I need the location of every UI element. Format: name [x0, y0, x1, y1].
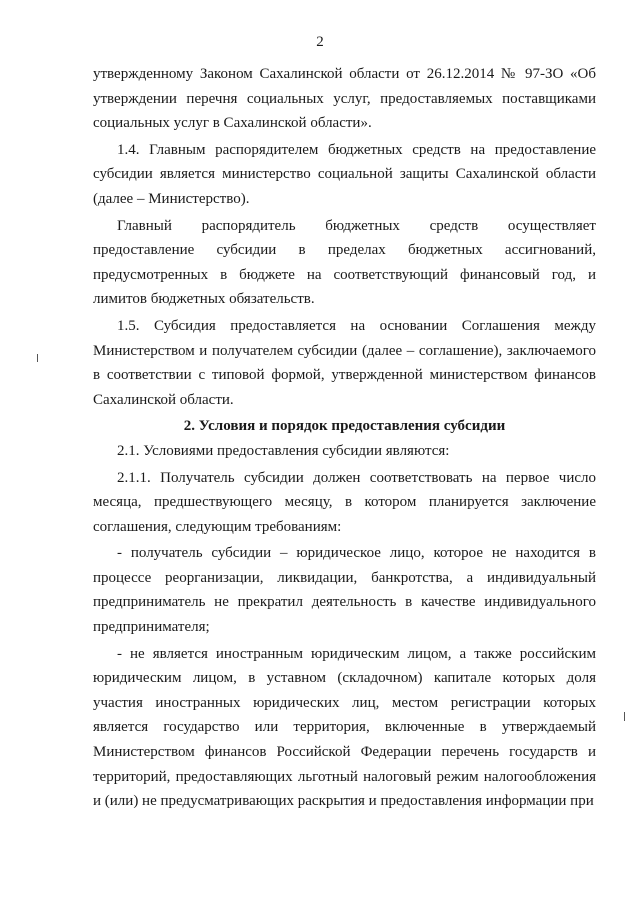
- paragraph-budget-holder: Главный распорядитель бюджетных средств осуществляет предоставление субсидии в пределах бюджетных ассигнований, предусмотренных в бюджете на соответствующий финансовый год, и лимитов бюджетных обязательств.: [93, 217, 596, 308]
- requirement-item-2: - не является иностранным юридическим лицом, а также российским юридическим лицом, в уставном (складочном) капитале которых доля участия иностранных юридических лиц, местом регистрации которых является государство или территория, включенные в утверждаемый Министерством финансов Российской Федерации перечень государств и территорий, предоставляющих льготный налоговый режим налогообложения и (или) не предусматривающих раскрытия и предоставления информации при: [93, 645, 596, 810]
- paragraph-2-1-1: 2.1.1. Получатель субсидии должен соответствовать на первое число месяца, предшествующего месяцу, в котором планируется заключение соглашения, следующим требованиям:: [93, 469, 596, 535]
- section-heading: 2. Условия и порядок предоставления субсидии: [183, 418, 506, 435]
- scan-mark-right: [624, 712, 625, 721]
- requirement-item-1: - получатель субсидии – юридическое лицо, которое не находится в процессе реорганизации, ликвидации, банкротства, а индивидуальный предприниматель не прекратил деятельность в качестве индивидуального предпринимателя;: [93, 545, 596, 636]
- scan-mark-left: [37, 354, 38, 362]
- paragraph-continuation: утвержденному Законом Сахалинской области от 26.12.2014 № 97-ЗО «Об утверждении перечня социальных услуг, предоставляемых поставщиками социальных услуг в Сахалинской области».: [93, 66, 596, 132]
- document-body: [93, 62, 596, 814]
- page-number: 2: [316, 34, 324, 50]
- paragraph-1-5: 1.5. Субсидия предоставляется на основании Соглашения между Министерством и получателем субсидии (далее – соглашение), заключаемого в соответствии с типовой формой, утвержденной министерством финансов Сахалинской области.: [93, 317, 596, 408]
- paragraph-1-4: 1.4. Главным распорядителем бюджетных средств на предоставление субсидии является министерство социальной защиты Сахалинской области (далее – Министерство).: [93, 141, 596, 207]
- paragraph-2-1: 2.1. Условиями предоставления субсидии являются:: [117, 442, 450, 459]
